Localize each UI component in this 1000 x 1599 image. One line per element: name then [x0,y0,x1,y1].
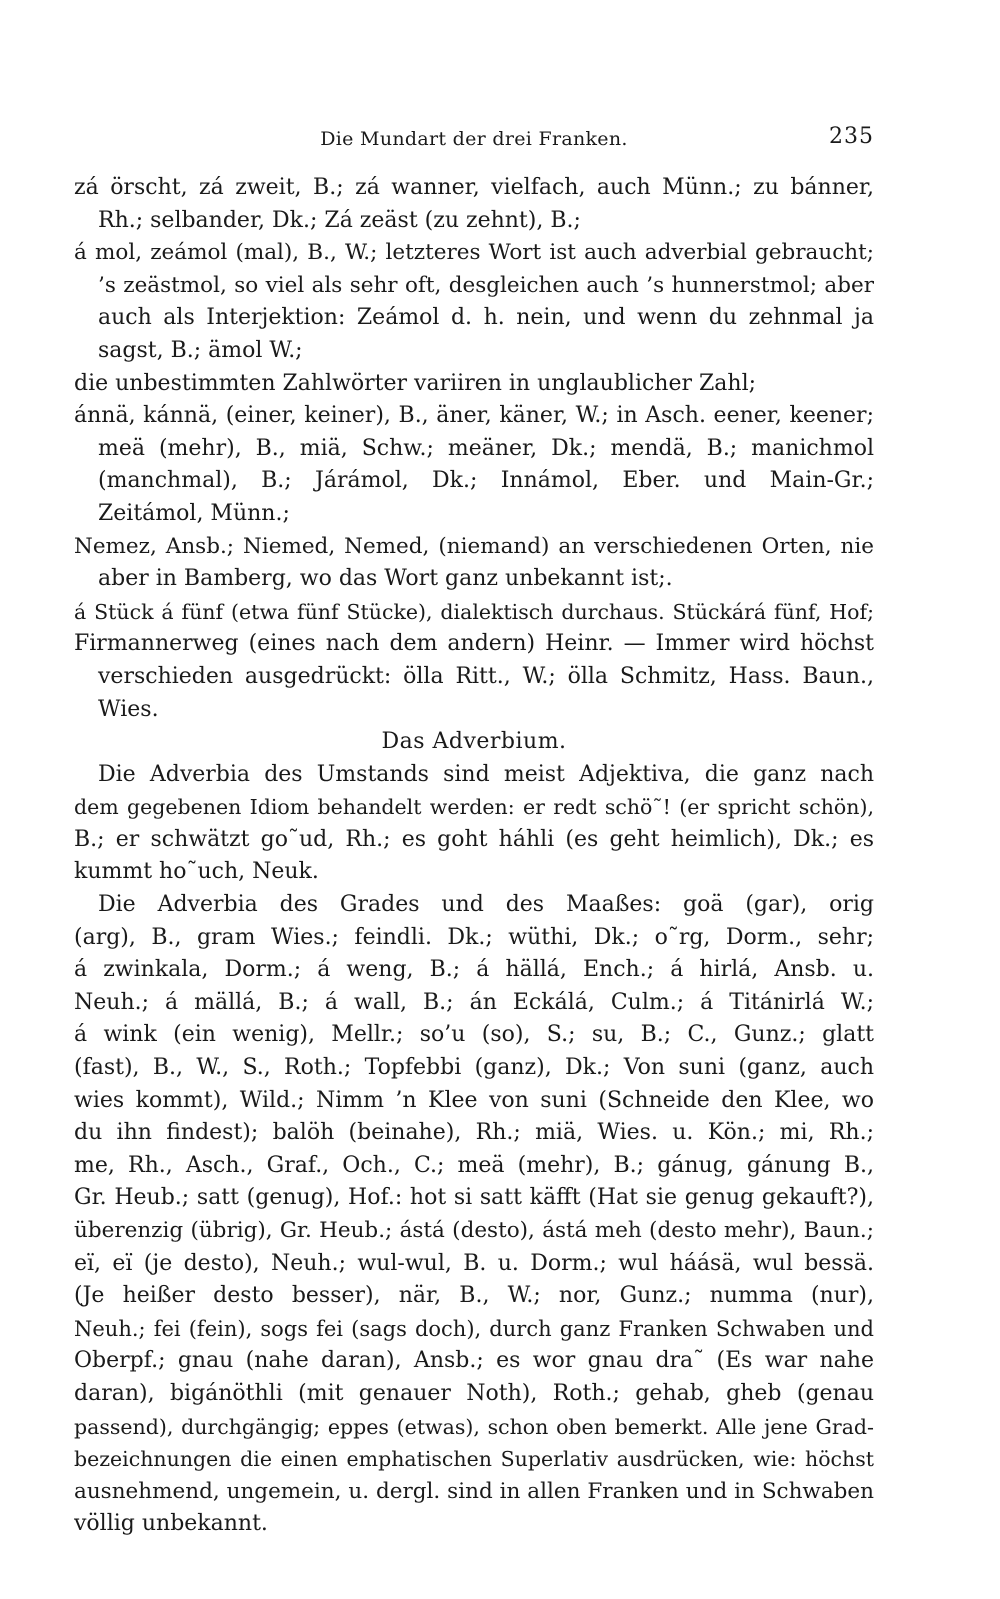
text-line: Nemez, Ansb.; Niemed, Nemed, (niemand) an verschiedenen Orten, nie [74,533,874,559]
text-line: á mol, zeámol (mal), B., W.; letzteres Wort ist auch adverbial gebraucht; [74,240,874,266]
text-line: Wies. [98,696,159,722]
text-line: dem gegebenen Idiom behandelt werden: er redt schö˜! (er spricht schön), [74,795,874,820]
text-line: Neuh.; á mällá, B.; á wall, B.; án Eckálá, Culm.; á Titánirlá W.; [74,989,874,1015]
text-line: Rh.; selbander, Dk.; Zá zeäst (zu zehnt), B.; [98,207,581,233]
text-line: passend), durchgängig; eppes (etwas), schon oben bemerkt. Alle jene Grad- [74,1414,874,1439]
body-text [74,172,874,1541]
text-line: (Je heißer desto besser), när, B., W.; nor, Gunz.; numma (nur), [74,1283,874,1309]
text-line: Die Adverbia des Umstands sind meist Adjektiva, die ganz nach [98,761,874,787]
text-line: überenzig (übrig), Gr. Heub.; ástá (desto), ástá meh (desto mehr), Baun.; [74,1218,874,1243]
text-line: du ihn findest); balöh (beinahe), Rh.; miä, Wies. u. Kön.; mi, Rh.; [74,1120,874,1146]
text-line: meä (mehr), B., miä, Schw.; meäner, Dk.; mendä, B.; manichmol [98,435,874,461]
text-line: die unbestimmten Zahlwörter variiren in unglaublicher Zahl; [74,370,757,396]
text-line: wies kommt), Wild.; Nimm ’n Klee von suni (Schneide den Klee, wo [74,1087,874,1113]
text-line: aber in Bamberg, wo das Wort ganz unbekannt ist;. [98,566,673,592]
text-line: Oberpf.; gnau (nahe daran), Ansb.; es wor gnau dra˜ (Es war nahe [74,1348,874,1374]
text-line: (manchmal), B.; Járámol, Dk.; Innámol, Eber. und Main-Gr.; [98,468,874,494]
text-line: á wink (ein wenig), Mellr.; so’u (so), S.; su, B.; C., Gunz.; glatt [74,1022,874,1048]
text-line: Die Adverbia des Grades und des Maaßes: goä (gar), orig [98,892,874,918]
text-line: Neuh.; fei (fein), sogs fei (sags doch), durch ganz Franken Schwaben und [74,1316,874,1341]
text-line: ánnä, kánnä, (einer, keiner), B., äner, käner, W.; in Asch. eener, keener; [74,403,874,429]
text-line: daran), bigánöthli (mit genauer Noth), Roth.; gehab, gheb (genau [74,1380,874,1406]
text-line: á Stück á fünf (etwa fünf Stücke), dialektisch durchaus. Stückárá fünf, Hof; [74,599,874,624]
text-line: Gr. Heub.; satt (genug), Hof.: hot si satt käfft (Hat sie genug gekauft?), [74,1185,874,1211]
running-title: Die Mundart der drei Franken. [320,128,628,150]
section-heading: Das Adverbium. [381,729,567,755]
text-line: sagst, B.; ämol W.; [98,337,303,363]
text-line: ausnehmend, ungemein, u. dergl. sind in allen Franken und in Schwaben [74,1478,874,1504]
text-line: bezeichnungen die einen emphatischen Superlativ ausdrücken, wie: höchst [74,1447,874,1472]
text-line: kummt ho˜uch, Neuk. [74,859,319,885]
text-line: auch als Interjektion: Zeámol d. h. nein, und wenn du zehnmal ja [98,305,874,331]
text-line: á zwinkala, Dorm.; á weng, B.; á hällá, Ench.; á hirlá, Ansb. u. [74,957,874,983]
text-line: zá örscht, zá zweit, B.; zá wanner, vielfach, auch Münn.; zu bánner, [74,175,874,200]
running-head [74,124,874,158]
text-line: B.; er schwätzt go˜ud, Rh.; es goht háhli (es geht heimlich), Dk.; es [74,826,874,852]
text-line: Firmannerweg (eines nach dem andern) Heinr. — Immer wird höchst [74,631,874,657]
text-line: (fast), B., W., S., Roth.; Topfebbi (ganz), Dk.; Von suni (ganz, auch [74,1055,874,1081]
text-line: eï, eï (je desto), Neuh.; wul-wul, B. u. Dorm.; wul háásä, wul bessä. [74,1250,874,1276]
text-line: me, Rh., Asch., Graf., Och., C.; meä (mehr), B.; gánug, gánung B., [74,1152,874,1178]
text-line: völlig unbekannt. [74,1511,268,1537]
text-line: ’s zeästmol, so viel als sehr oft, desgleichen auch ’s hunnerstmol; aber [98,272,874,298]
text-line: Zeitámol, Münn.; [98,500,290,526]
text-line: (arg), B., gram Wies.; feindli. Dk.; wüthi, Dk.; o˜rg, Dorm., sehr; [74,924,874,950]
text-line: verschieden ausgedrückt: ölla Ritt., W.; ölla Schmitz, Hass. Baun., [98,663,874,689]
page-number: 235 [829,124,874,149]
